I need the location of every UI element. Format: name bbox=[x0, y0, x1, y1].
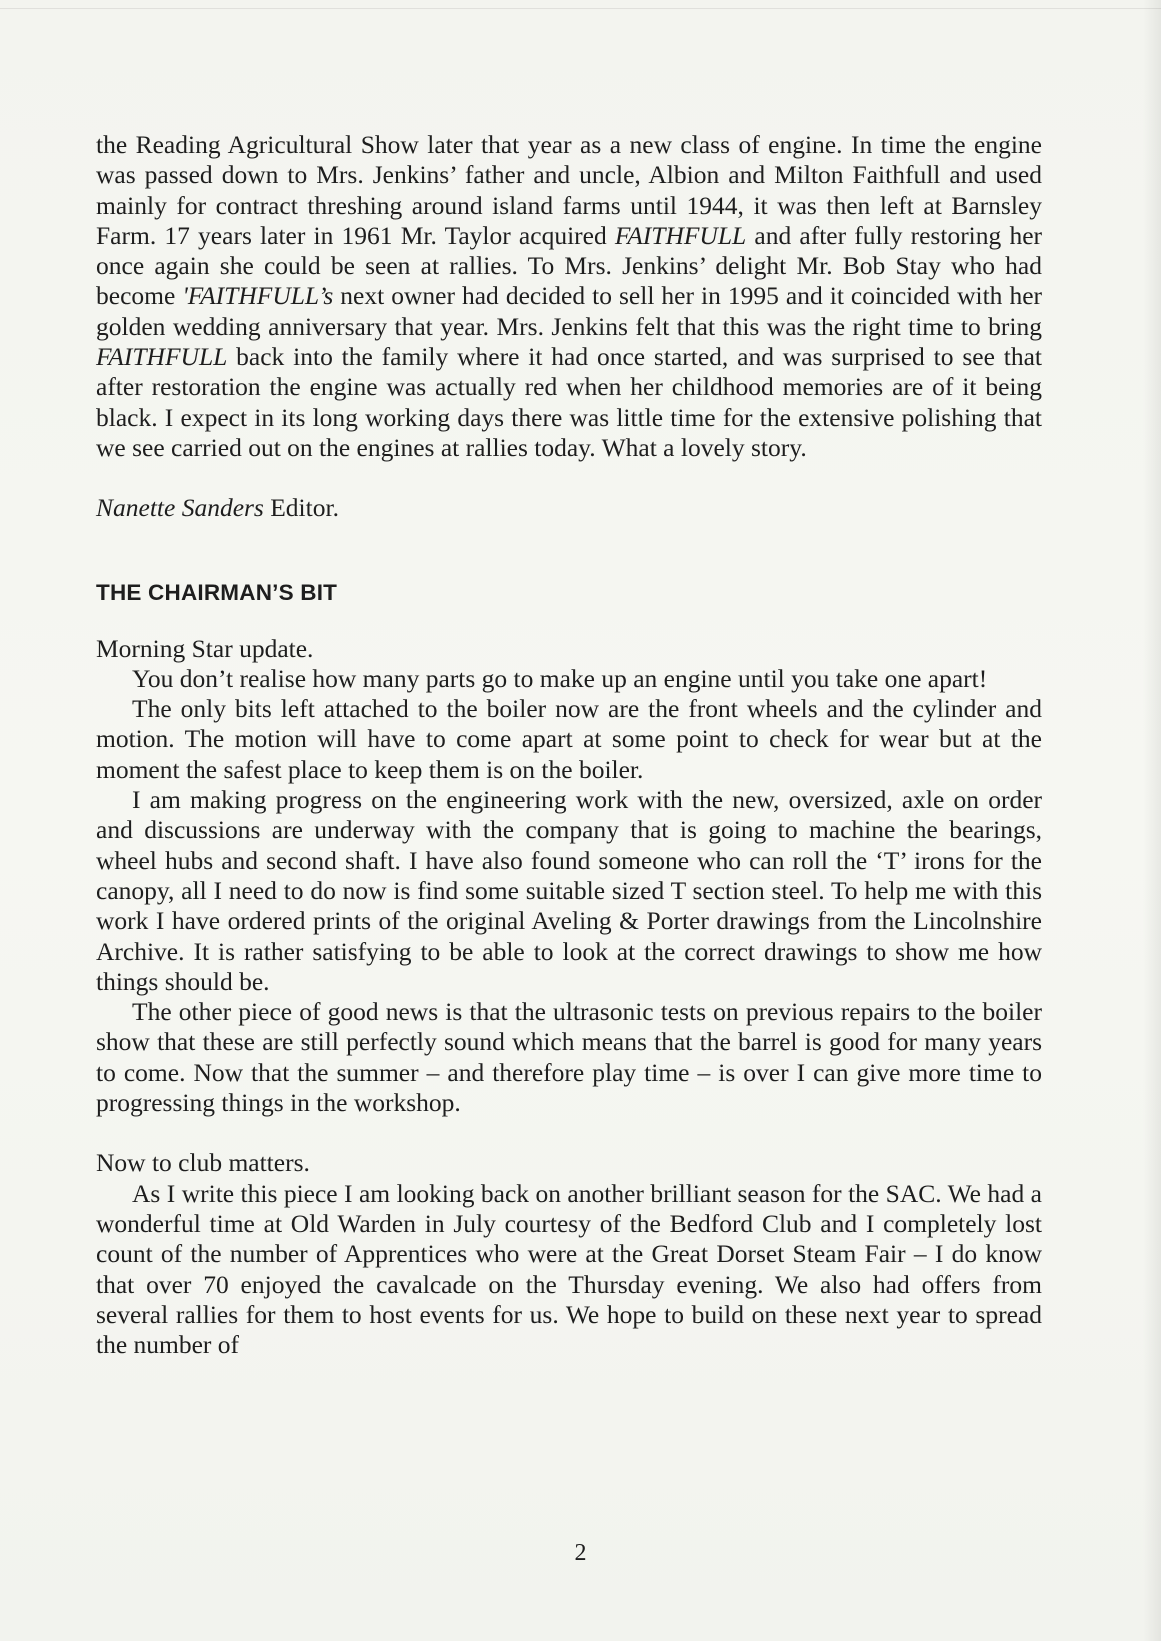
chairman-paragraph-5: As I write this piece I am looking back on another brilliant season for the SAC. We had a wonderful time at Old Warden in July courtesy of the Bedford Club and I completely lost count of the number of Apprentices who were at the Great Dorset Steam Fair – I do know that over 70 enjoyed the cavalcade on the Thursday evening. We also had offers from several rallies for them to host events for us. We hope to build on these next year to spread the number of bbox=[96, 1178, 1042, 1360]
text-run: the Reading Agricultural Show later that year as a new class of engine. In time the engine was passed down to Mrs. Jenkins’ father and uncle, Albion and Milton Faithfull and used mainly for contract threshing around island farms until 1944, it was then left at Barnsley Farm. 17 years later in 1961 Mr. Taylor acquired bbox=[96, 130, 1042, 250]
italic-engine-name: FAITHFULL bbox=[96, 342, 228, 372]
page-edge-shadow bbox=[1143, 0, 1161, 1641]
editor-signoff bbox=[96, 493, 1042, 523]
chairman-paragraph-2: The only bits left attached to the boiler now are the front wheels and the cylinder and motion. The motion will have to come apart at some point to check for wear but at the moment the safest place to keep them is on the boiler. bbox=[96, 694, 1042, 784]
editor-name: Nanette Sanders bbox=[96, 493, 264, 523]
intro-paragraph bbox=[96, 130, 1042, 463]
editor-role: Editor. bbox=[263, 493, 339, 523]
chairman-paragraph-3: I am making progress on the engineering work with the new, oversized, axle on order and discussions are underway with the company that is going to machine the bearings, wheel hubs and second shaft. I have also found someone who can roll the ‘T’ irons for the canopy, all I need to do now is find some suitable sized T section steel. To help me with this work I have ordered prints of the original Aveling & Porter drawings from the Lincolnshire Archive. It is rather satisfying to be able to look at the correct drawings to show me how things should be. bbox=[96, 785, 1042, 996]
subheading-club-matters: Now to club matters. bbox=[96, 1148, 310, 1178]
italic-engine-name: 'FAITHFULL’s bbox=[182, 281, 334, 311]
top-edge-line bbox=[0, 8, 1161, 9]
page-number: 2 bbox=[574, 1540, 587, 1566]
text-run: next owner had decided to sell her in 1995 and it coincided with her golden wedding anniversary that year. Mrs. Jenkins felt that this was the right time to bring bbox=[96, 281, 1042, 341]
chairman-paragraph-4: The other piece of good news is that the ultrasonic tests on previous repairs to the boiler show that these are still perfectly sound which means that the barrel is good for many years to come. Now that the summer – and therefore play time – is over I can give more time to progressing things in the workshop. bbox=[96, 997, 1042, 1118]
article-body bbox=[96, 130, 1042, 1360]
chairman-paragraph-1: You don’t realise how many parts go to make up an engine until you take one apart! bbox=[132, 663, 988, 693]
subheading-morning-star: Morning Star update. bbox=[96, 633, 314, 663]
text-run: and after fully restoring her once again she could be seen at rallies. To Mrs. Jenkins’ delight Mr. Bob Stay who had become bbox=[96, 220, 1043, 311]
text-run: back into the family where it had once started, and was surprised to see that after restoration the engine was actually red when her childhood memories are of it being black. I expect in its long working days there was little time for the extensive polishing that we see carried out on the engines at rallies today. What a lovely story. bbox=[96, 342, 1042, 462]
section-heading: THE CHAIRMAN’S BIT bbox=[96, 579, 338, 605]
italic-engine-name: FAITHFULL bbox=[614, 220, 747, 250]
